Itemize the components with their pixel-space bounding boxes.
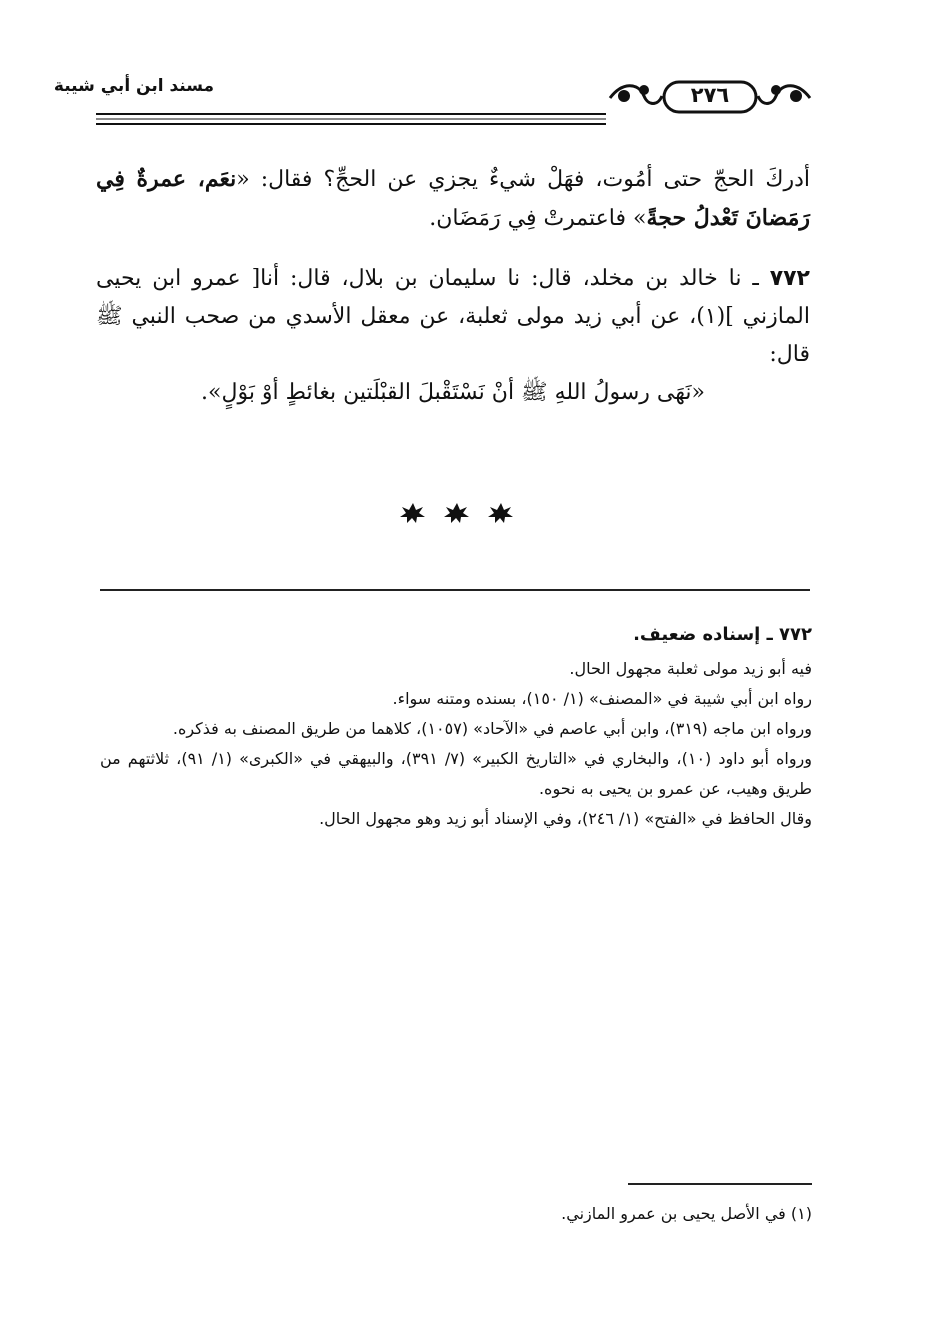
page-number: ٢٧٦ — [690, 83, 730, 107]
note-line: فيه أبو زيد مولى ثعلبة مجهول الحال. — [569, 659, 812, 678]
note-line: ورواه أبو داود (١٠)، والبخاري في «التاريخ الكبير» (٧/ ٣٩١)، والبيهقي في «الكبرى» (١/ ٩١)، ثلاثتهم من طريق وهيب، عن عمرو بن يحيى به نحوه. — [100, 749, 813, 798]
note-line: وقال الحافظ في «الفتح» (١/ ٢٤٦)، وفي الإسناد أبو زيد وهو مجهول الحال. — [319, 809, 812, 828]
header-rule-lines — [96, 112, 606, 126]
notes-divider — [100, 589, 810, 591]
section-separator-stars — [392, 502, 522, 524]
footnote-rule — [628, 1183, 812, 1185]
hadith-number: ٧٧٢ — [769, 266, 810, 291]
running-header-title: مسند ابن أبي شيبة — [53, 76, 215, 96]
main-text — [96, 160, 810, 412]
para1-text-end: » فاعتمرتْ فِي رَمَضَان. — [429, 206, 647, 231]
footnote: (١) في الأصل يحيى بن عمرو المازني. — [561, 1204, 812, 1223]
hadith-matn: «نَهَى رسولُ اللهِ ﷺ أنْ نَسْتَقْبلَ القبْلَتين بغائطٍ أوْ بَوْلٍ». — [201, 380, 705, 405]
hadith-isnad: ـ نا خالد بن مخلد، قال: نا سليمان بن بلال، قال: أنا[ عمرو ابن يحيى المازني ](١)، عن أبي زيد مولى ثعلبة، عن معقل الأسدي من صحب النبي ﷺ قال: — [96, 266, 811, 367]
note-line: ورواه ابن ماجه (٣١٩)، وابن أبي عاصم في «الآحاد» (١٠٥٧)، كلاهما من طريق المصنف به فذكره. — [172, 719, 812, 738]
notes-heading: ٧٧٢ ـ إسناده ضعيف. — [633, 624, 812, 645]
paragraph-hadith-771-end — [96, 160, 810, 238]
paragraph-hadith-772 — [96, 260, 810, 374]
editor-notes — [100, 620, 812, 834]
para1-quote-bold: نعَم، عمرةٌ فِي رَمَضانَ تَعْدلُ حجةً — [96, 166, 810, 231]
note-line: رواه ابن أبي شيبة في «المصنف» (١/ ١٥٠)، بسنده ومتنه سواء. — [392, 689, 812, 708]
para1-text: أدركَ الحجّ حتى أمُوت، فهَلْ شيءٌ يجزي عن الحجِّ؟ فقال: « — [236, 167, 810, 192]
